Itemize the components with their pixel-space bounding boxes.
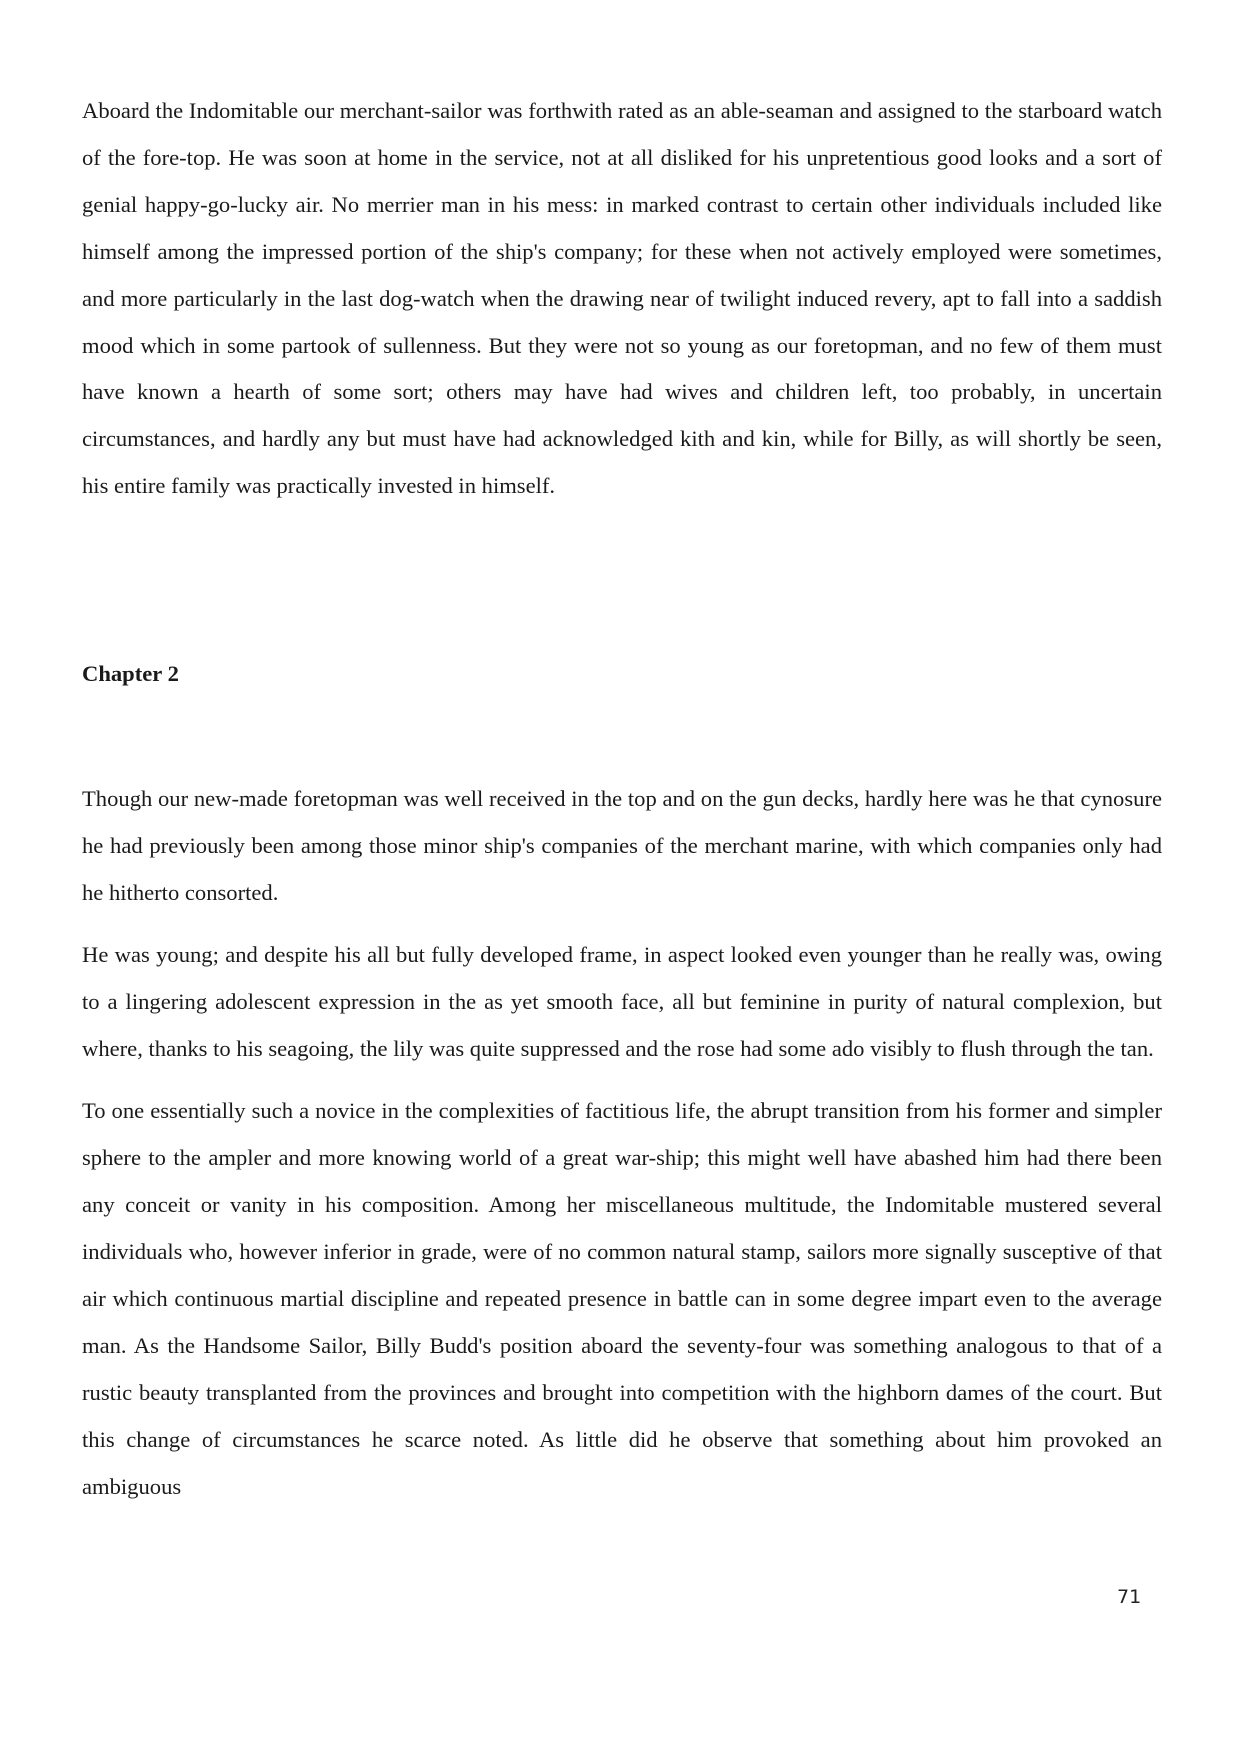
- document-page: [82, 88, 1162, 1499]
- chapter-body: [82, 776, 1162, 1511]
- page-number: 71: [1117, 1586, 1142, 1608]
- chapter-paragraph-2: He was young; and despite his all but fully developed frame, in aspect looked even younger than he really was, owing to a lingering adolescent expression in the as yet smooth face, all but feminine in purity of natural complexion, but where, thanks to his seagoing, the lily was quite suppressed and the rose had some ado visibly to flush through the tan.: [82, 942, 1162, 1062]
- chapter-title: Chapter 2: [82, 661, 179, 686]
- chapter-paragraph-3: To one essentially such a novice in the complexities of factitious life, the abrupt transition from his former and simpler sphere to the ampler and more knowing world of a great war-ship; this might well have abashed him had there been any conceit or vanity in his composition. Among her miscellaneous multitude, the Indomitable mustered several individuals who, however inferior in grade, were of no common natural stamp, sailors more signally susceptive of that air which continuous martial discipline and repeated presence in battle can in some degree impart even to the average man. As the Handsome Sailor, Billy Budd's position aboard the seventy-four was something analogous to that of a rustic beauty transplanted from the provinces and brought into competition with the highborn dames of the court. But this change of circumstances he scarce noted. As little did he observe that something about him provoked an ambiguous: [82, 1098, 1162, 1499]
- opening-paragraph: Aboard the Indomitable our merchant-sailor was forthwith rated as an able-seaman and assigned to the starboard watch of the fore-top. He was soon at home in the service, not at all disliked for his unpretentious good looks and a sort of genial happy-go-lucky air. No merrier man in his mess: in marked contrast to certain other individuals included like himself among the impressed portion of the ship's company; for these when not actively employed were sometimes, and more particularly in the last dog-watch when the drawing near of twilight induced revery, apt to fall into a saddish mood which in some partook of sullenness. But they were not so young as our foretopman, and no few of them must have known a hearth of some sort; others may have had wives and children left, too probably, in uncertain circumstances, and hardly any but must have had acknowledged kith and kin, while for Billy, as will shortly be seen, his entire family was practically invested in himself.: [82, 98, 1162, 499]
- chapter-paragraph-1: Though our new-made foretopman was well received in the top and on the gun decks, hardly here was he that cynosure he had previously been among those minor ship's companies of the merchant marine, with which companies only had he hitherto consorted.: [82, 786, 1162, 905]
